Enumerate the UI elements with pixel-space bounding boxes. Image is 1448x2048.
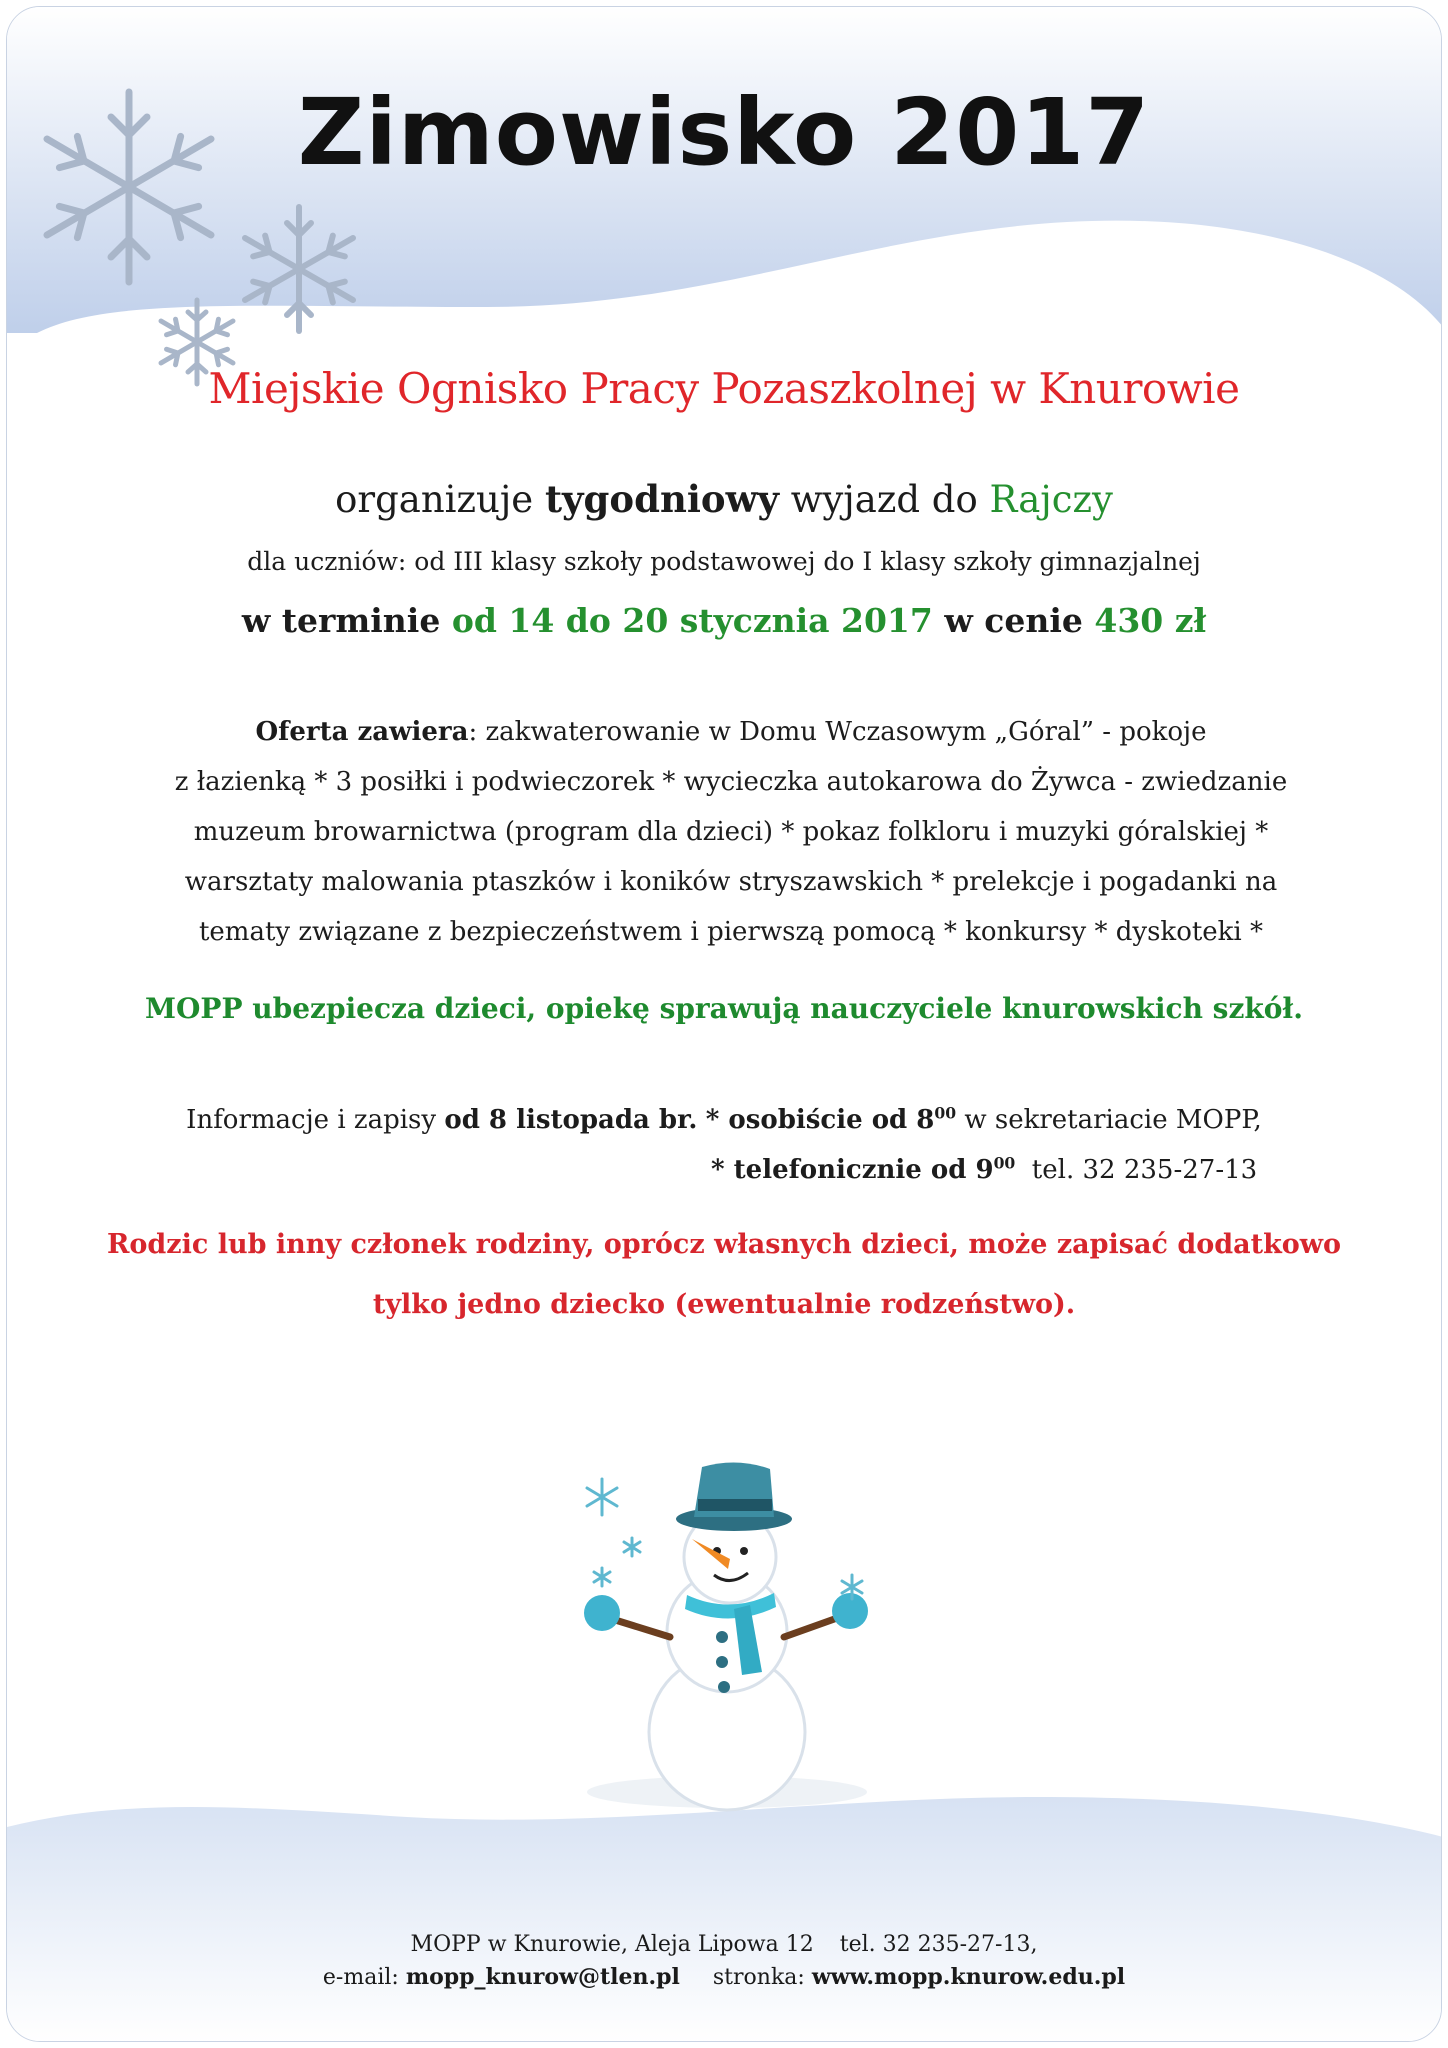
- footer-site[interactable]: www.mopp.knurow.edu.pl: [811, 1964, 1126, 1990]
- info-line-1: [7, 1105, 1441, 1135]
- info-from-date: od 8 listopada br.: [444, 1105, 698, 1135]
- offer-line-1: [157, 707, 1305, 757]
- info-in-person: * osobiście od 8: [705, 1105, 935, 1135]
- info-phone-sup: 00: [993, 1153, 1016, 1173]
- info-line-2: [711, 1155, 1257, 1185]
- offer-line-5: tematy związane z bezpieczeństwem i pierwszą pomocą * konkursy * dyskoteki *: [198, 917, 1264, 947]
- offer-block: [157, 707, 1305, 957]
- snowman-illustration: [552, 1447, 912, 1817]
- bottom-wave-band: [7, 1797, 1442, 2042]
- audience-line: dla uczniów: od III klasy szkoły podstawowej do I klasy szkoły gimnazjalnej: [247, 547, 1201, 576]
- offer-text-1: : zakwaterowanie w Domu Wczasowym „Góral” - pokoje: [468, 717, 1207, 747]
- poster-frame: [6, 6, 1442, 2042]
- term-label: w terminie: [241, 601, 441, 640]
- trip-weekly: tygodniowy: [544, 477, 779, 521]
- info-intro: Informacje i zapisy: [186, 1105, 437, 1135]
- info-phone-label: * telefonicznie od 9: [711, 1155, 994, 1185]
- footer-contact-line: [7, 1964, 1441, 1990]
- term-price-label: w cenie: [944, 601, 1083, 640]
- offer-line-2: z łazienką * 3 posiłki i podwieczorek * wycieczka autokarowa do Żywca - zwiedzanie: [174, 767, 1288, 797]
- footer-phone: tel. 32 235-27-13,: [839, 1932, 1038, 1957]
- trip-to: wyjazd do: [790, 478, 978, 521]
- poster-title: Zimowisko 2017: [297, 79, 1151, 186]
- info-in-person-where: w sekretariacie MOPP,: [964, 1105, 1262, 1135]
- snowflake-cluster-icon: [7, 7, 427, 407]
- trip-place: Rajczy: [989, 478, 1113, 521]
- trip-organizes: organizuje: [335, 478, 534, 521]
- insurance-note: MOPP ubezpiecza dzieci, opiekę sprawują nauczyciele knurowskich szkół.: [145, 992, 1303, 1025]
- trip-line: [7, 477, 1441, 521]
- offer-label: Oferta zawiera: [255, 717, 469, 747]
- footer-address: MOPP w Knurowie, Aleja Lipowa 12: [410, 1932, 814, 1957]
- footer-email-label: e-mail:: [322, 1965, 399, 1990]
- notice-line-1: Rodzic lub inny członek rodziny, oprócz własnych dzieci, może zapisać dodatkowo: [106, 1229, 1342, 1260]
- term-line: [7, 601, 1441, 640]
- offer-line-3: muzeum browarnictwa (program dla dzieci) * pokaz folkloru i muzyki góralskiej *: [193, 817, 1269, 847]
- info-in-person-sup: 00: [934, 1103, 957, 1123]
- term-dates: od 14 do 20 stycznia 2017: [451, 601, 933, 640]
- notice-line-2: tylko jedno dziecko (ewentualnie rodzeństwo).: [372, 1289, 1076, 1320]
- term-price: 430 zł: [1094, 601, 1207, 640]
- footer-site-label: stronka:: [712, 1965, 805, 1990]
- footer-email[interactable]: mopp_knurow@tlen.pl: [405, 1964, 680, 1990]
- organizer-name: Miejskie Ognisko Pracy Pozaszkolnej w Knurowie: [208, 364, 1240, 413]
- footer-address-line: [7, 1932, 1441, 1957]
- info-phone: tel. 32 235-27-13: [1031, 1155, 1258, 1185]
- snowflake-medium-icon: [245, 207, 353, 331]
- offer-line-4: warsztaty malowania ptaszków i koników stryszawskich * prelekcje i pogadanki na: [184, 867, 1278, 897]
